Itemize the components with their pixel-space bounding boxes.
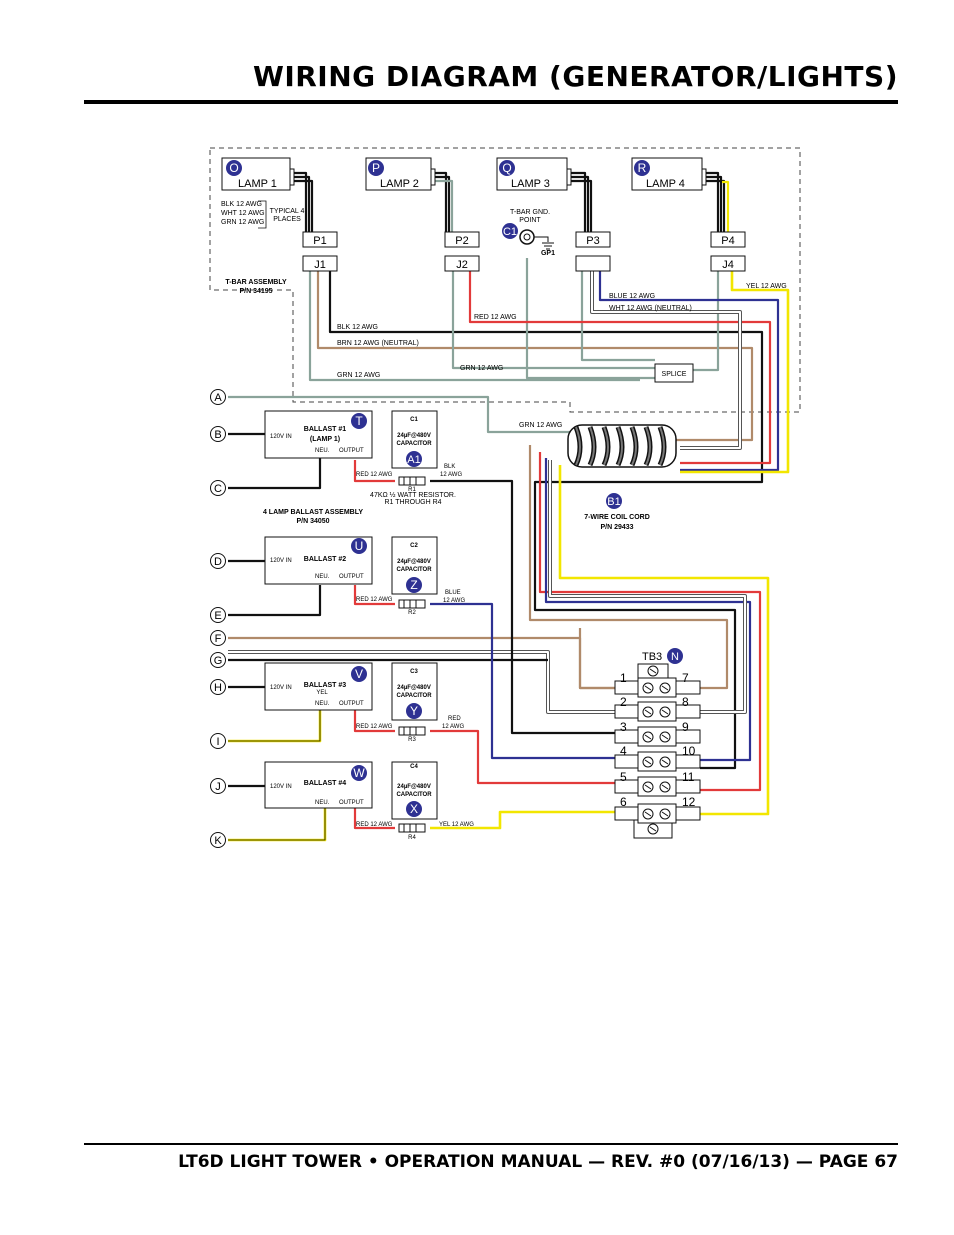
ballast-assembly-name: 4 LAMP BALLAST ASSEMBLY [262,509,364,516]
resistor-r4: R4 [408,835,416,841]
resistor-r1: R1 [408,487,416,493]
wire-label-grn-a: GRN 12 AWG [337,372,381,379]
capacitor-4-id: C4 [410,764,418,770]
splice [655,364,693,382]
plug-p1: P1 [313,235,327,247]
point-f: F [214,633,222,645]
point-d: D [214,556,222,568]
callout-a1-label: A1 [407,454,421,466]
wire-labels [337,283,787,429]
capacitor-3-rating: 24µF@480V [397,685,431,691]
point-c: C [214,483,222,495]
terminal-10: 10 [682,744,696,758]
capacitor-1-label: CAPACITOR [396,441,432,447]
lamp-1-label: LAMP 1 [238,178,277,190]
point-k: K [214,835,222,847]
lamp-2 [366,158,435,190]
callout-w-label: W [353,766,365,780]
terminal-9: 9 [682,720,689,734]
coil-cord [568,425,676,467]
tbar-annotations [221,201,550,295]
resistor-note-line-2: R1 THROUGH R4 [384,499,442,506]
callout-t-label: T [355,414,363,428]
ballast-2-wire-color: BLUE [445,590,461,596]
callout-x-label: X [409,802,419,816]
callout-n-label: N [671,651,679,663]
terminal-5: 5 [620,770,627,784]
ballast-1-in: 120V IN [270,434,292,440]
lamp-4-label: LAMP 4 [646,178,685,190]
footer-rule [84,1143,898,1145]
ballast-2-wire-gauge: 12 AWG [443,598,466,604]
ballast-1-red-label: RED 12 AWG [356,472,393,478]
terminal-3: 3 [620,720,627,734]
plug-p2: P2 [455,235,469,247]
terminal-2: 2 [620,695,627,709]
tbar-assembly-pn: P/N 34195 [239,288,273,295]
gp1-label: GP1 [540,250,556,257]
callout-b1-label: B1 [607,496,621,508]
point-j: J [215,781,221,793]
gnd-point-line-1: T-BAR GND. [509,209,551,216]
ballast-4-in: 120V IN [270,784,292,790]
jack-j4: J4 [722,259,734,271]
capacitor-4-rating: 24µF@480V [397,784,431,790]
ballast-1-sub: (LAMP 1) [309,436,341,443]
resistor-r2: R2 [408,610,416,616]
connection-letters [211,390,226,848]
ballast-2-neu: NEU. [315,574,330,580]
point-a: A [214,392,222,404]
legend-blk: BLK 12 AWG [221,201,262,208]
ballast-2-out: OUTPUT [339,574,364,580]
terminal-11: 11 [682,770,695,784]
ballast-1-out: OUTPUT [339,448,364,454]
jack-j2: J2 [456,259,468,271]
terminal-6: 6 [620,795,627,809]
lamp-4 [632,158,706,190]
callout-c1-label: C1 [502,226,518,238]
jack-j1: J1 [314,259,326,271]
capacitor-3-id: C3 [410,669,418,675]
coil-cord-name: 7-WIRE COIL CORD [584,514,650,521]
callout-z-label: Z [410,578,418,592]
capacitor-3-label: CAPACITOR [396,693,432,699]
plug-p4: P4 [721,235,735,247]
lamp-3 [497,158,571,190]
legend-grn: GRN 12 AWG [221,219,265,226]
splice-label: SPLICE [661,371,687,378]
ballast-4-name: BALLAST #4 [303,780,347,787]
typical-line-2: PLACES [273,216,301,223]
ballast-3-red-label: RED 12 AWG [356,724,393,730]
terminal-1: 1 [620,671,627,685]
wire-label-yel: YEL 12 AWG [746,283,787,290]
point-e: E [214,610,222,622]
ballast-3-neu: NEU. [315,701,330,707]
wire-label-wht: WHT 12 AWG (NEUTRAL) [609,305,692,312]
page-footer: LT6D LIGHT TOWER • OPERATION MANUAL — REV. #0 (07/16/13) — PAGE 67 [178,1152,898,1172]
callout-q-label: Q [502,161,512,175]
terminal-7: 7 [682,671,689,685]
tbar-assembly-name: T-BAR ASSEMBLY [225,279,287,286]
capacitor-4-label: CAPACITOR [396,792,432,798]
wire-label-grn-c: GRN 12 AWG [519,422,563,429]
callout-u-label: U [354,539,364,553]
ballast-3-wire-color: RED [448,716,461,722]
ballast-1-neu: NEU. [315,448,330,454]
wire-label-brn: BRN 12 AWG (NEUTRAL) [337,340,419,347]
resistor-r3: R3 [408,737,416,743]
ballast-3-yel: YEL [316,690,328,696]
tb3-label: TB3 [642,651,663,663]
callout-v-label: V [354,667,364,681]
ballast-4-wire-label: YEL 12 AWG [439,822,474,828]
capacitor-2-rating: 24µF@480V [397,559,431,565]
ballast-2-red-label: RED 12 AWG [356,597,393,603]
wire-label-red: RED 12 AWG [474,314,517,321]
typical-line-1: TYPICAL 4 [269,208,305,215]
wire-label-blk: BLK 12 AWG [337,324,378,331]
ballast-1-wire-color: BLK [444,464,456,470]
wiring [228,173,788,840]
ballast-4-out: OUTPUT [339,800,364,806]
resistor-note-line-1: 47KΩ ½ WATT RESISTOR. [370,492,456,499]
ballast-4-neu: NEU. [315,800,330,806]
ballast-2-in: 120V IN [270,558,292,564]
ballast-3-out: OUTPUT [339,701,364,707]
wire-label-blue: BLUE 12 AWG [609,293,656,300]
terminal-rows [615,671,700,823]
point-i: I [216,736,220,748]
wire-label-grn-b: GRN 12 AWG [460,365,504,372]
ballast-1-wire-gauge: 12 AWG [440,472,463,478]
callout-y-label: Y [409,704,419,718]
callout-r-label: R [637,161,647,175]
ground-point [502,223,555,257]
capacitor-1-id: C1 [410,417,418,423]
point-g: G [213,655,223,667]
plug-p3: P3 [586,235,600,247]
ballast-assembly-pn: P/N 34050 [296,518,330,525]
ballast-3-wire-gauge: 12 AWG [442,724,465,730]
callout-p-label: P [371,161,381,175]
gnd-point-line-2: POINT [519,217,541,224]
ballast-3-in: 120V IN [270,685,292,691]
legend-wht: WHT 12 AWG [221,210,265,217]
capacitor-2-id: C2 [410,543,418,549]
point-b: B [214,429,222,441]
ballast-1-name: BALLAST #1 [303,426,347,433]
terminal-8: 8 [682,695,689,709]
coil-cord-pn: P/N 29433 [600,524,634,531]
lamp-2-label: LAMP 2 [380,178,419,190]
coil-cord-callout [584,493,650,531]
capacitor-2-label: CAPACITOR [396,567,432,573]
callout-o-label: O [229,161,239,175]
point-h: H [214,682,222,694]
capacitor-1-rating: 24µF@480V [397,433,431,439]
ballast-3-name: BALLAST #3 [303,682,347,689]
terminal-12: 12 [682,795,696,809]
lamp-3-label: LAMP 3 [511,178,550,190]
page-title: WIRING DIAGRAM (GENERATOR/LIGHTS) [252,60,898,93]
ballast-2-name: BALLAST #2 [303,556,347,563]
terminal-4: 4 [620,744,627,758]
lamp-1 [222,158,294,190]
ballast-4-red-label: RED 12 AWG [356,822,393,828]
